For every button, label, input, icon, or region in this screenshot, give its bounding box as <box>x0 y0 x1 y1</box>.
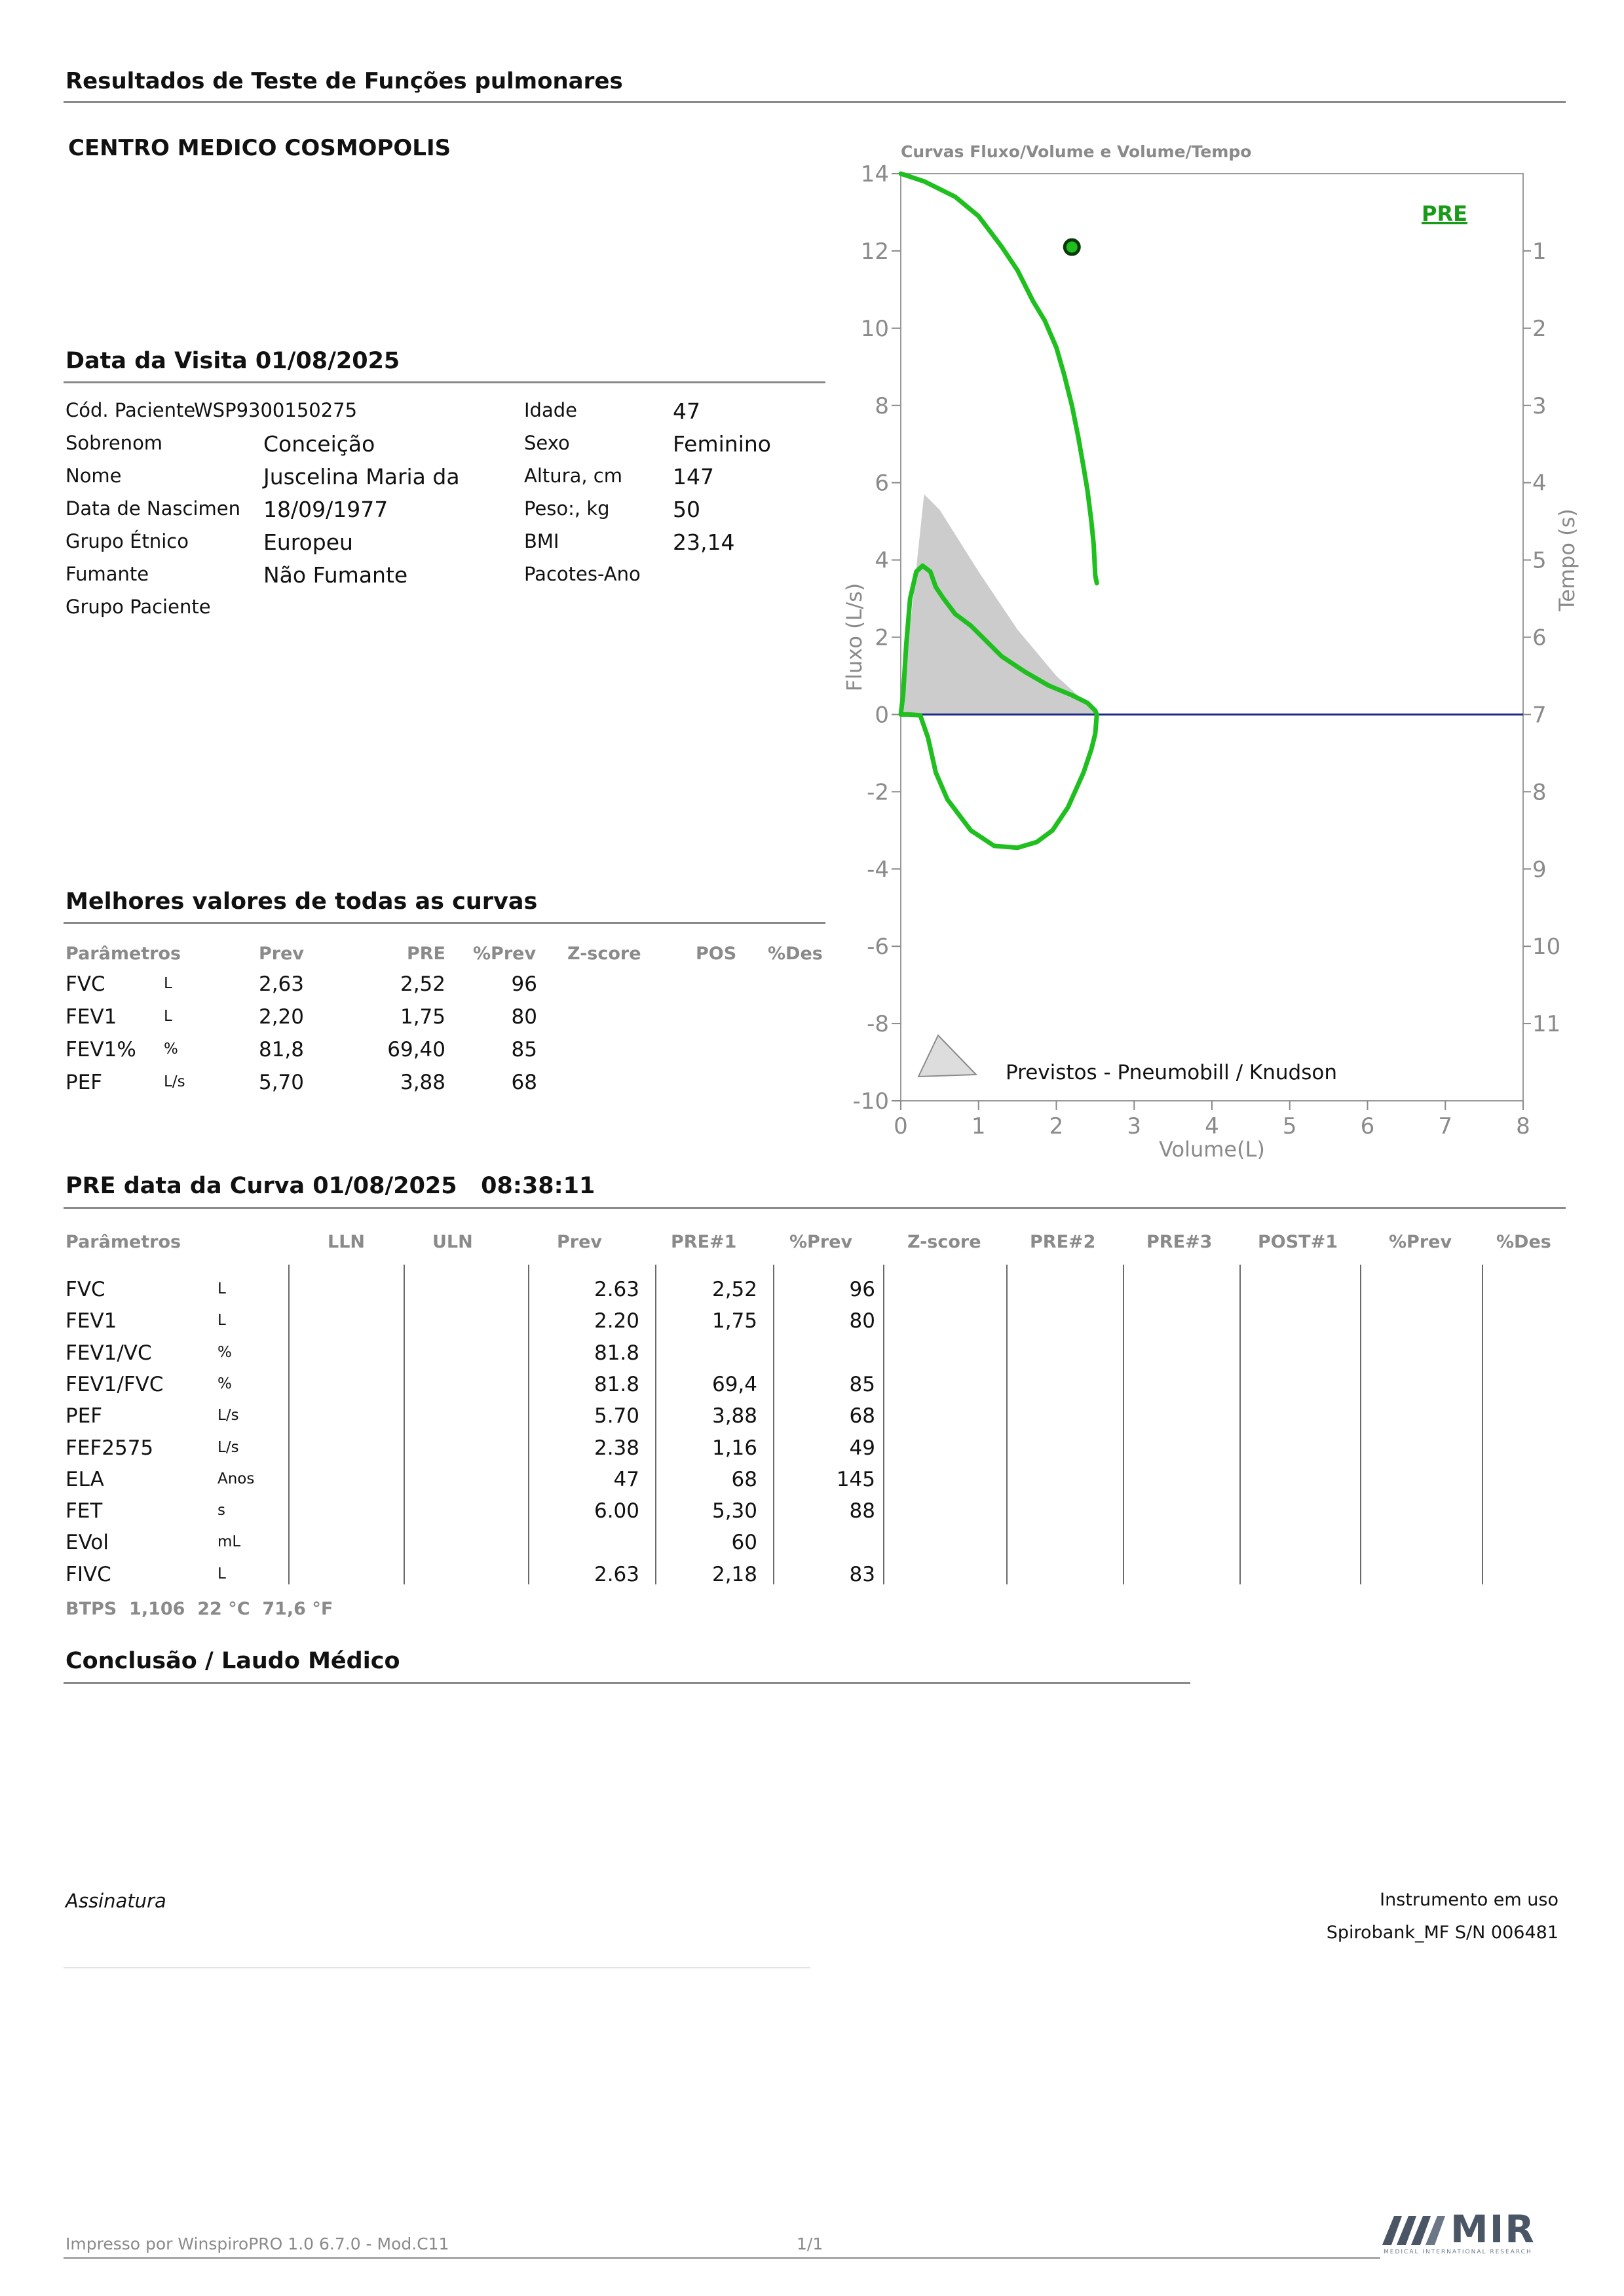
signature-line <box>64 1967 810 1968</box>
curve-param: FEF2575 <box>66 1436 154 1460</box>
footer-rule <box>64 2257 1380 2259</box>
y-tick-label: 4 <box>875 547 889 574</box>
y-tick-label: 14 <box>860 161 889 187</box>
instrument-value: Spirobank_MF S/N 006481 <box>1326 1923 1558 1943</box>
curve-col-lln: LLN <box>328 1232 366 1252</box>
curve-col-params: Parâmetros <box>66 1232 181 1252</box>
ethnic-value: Europeu <box>263 529 353 555</box>
smoker-value: Não Fumante <box>263 562 408 588</box>
weight-value: 50 <box>673 497 700 522</box>
curve-unit: L <box>217 1280 226 1297</box>
height-label: Altura, cm <box>524 465 622 487</box>
curve-unit: mL <box>217 1533 241 1551</box>
x-tick-label: 0 <box>894 1113 908 1139</box>
y2-tick-label: 7 <box>1532 702 1547 729</box>
weight-label: Peso:, kg <box>524 497 610 520</box>
x-tick-label: 4 <box>1205 1113 1219 1139</box>
curve-prev: 2.63 <box>594 1278 639 1301</box>
curve-pre1: 5,30 <box>711 1499 757 1523</box>
table-column-divider <box>1482 1265 1483 1584</box>
page-number: 1/1 <box>797 2234 823 2253</box>
curve-col-prev: Prev <box>557 1232 603 1252</box>
best-unit: L/s <box>164 1073 185 1090</box>
curve-rule <box>64 1207 1566 1209</box>
table-column-divider <box>1239 1265 1241 1584</box>
y-tick-label: -10 <box>852 1088 889 1115</box>
curve-pprev: 88 <box>849 1499 875 1523</box>
best-pprev: 85 <box>511 1038 537 1062</box>
patient-code-value: WSP9300150275 <box>194 399 358 421</box>
curve-param: FEV1/VC <box>66 1341 152 1365</box>
best-col-prev: Prev <box>259 944 305 964</box>
title-rule <box>64 101 1566 103</box>
best-prev: 5,70 <box>258 1071 304 1094</box>
table-column-divider <box>1006 1265 1008 1584</box>
y-tick-label: 12 <box>860 238 889 265</box>
best-unit: L <box>164 1008 172 1025</box>
curve-prev: 6.00 <box>594 1499 639 1523</box>
name-value: Juscelina Maria da <box>263 464 460 489</box>
curve-pre1: 3,88 <box>711 1404 757 1428</box>
predicted-legend-label: Previstos - Pneumobill / Knudson <box>1006 1061 1337 1084</box>
table-column-divider <box>404 1265 405 1584</box>
curve-unit: L/s <box>217 1438 239 1456</box>
best-prev: 81,8 <box>258 1038 304 1062</box>
y-tick-label: 6 <box>875 470 889 497</box>
y-tick-label: 2 <box>875 624 889 651</box>
x-tick-label: 1 <box>971 1113 986 1139</box>
signature-label: Assinatura <box>66 1890 166 1912</box>
curve-pre1: 60 <box>731 1531 757 1555</box>
x-tick-label: 8 <box>1516 1113 1530 1139</box>
curve-param: ELA <box>66 1467 104 1491</box>
y-tick-label: -6 <box>867 934 889 961</box>
curve-unit: L <box>217 1565 226 1582</box>
dob-value: 18/09/1977 <box>263 497 388 522</box>
curve-param: FET <box>66 1499 103 1523</box>
curve-unit: L/s <box>217 1407 239 1425</box>
bmi-label: BMI <box>524 530 559 552</box>
table-column-divider <box>1123 1265 1124 1584</box>
curve-prev: 81.8 <box>594 1372 639 1396</box>
curve-pre1: 68 <box>731 1467 757 1491</box>
mir-logo <box>1382 2208 1566 2261</box>
y2-tick-label: 10 <box>1532 934 1561 961</box>
curve-unit: Anos <box>217 1470 255 1487</box>
curve-param: FEV1 <box>66 1309 117 1333</box>
x-tick-label: 5 <box>1282 1113 1297 1139</box>
curve-pre1: 2,18 <box>711 1562 757 1586</box>
best-prev: 2,63 <box>258 972 304 996</box>
best-param: PEF <box>66 1071 103 1094</box>
curve-col-pprev2: %Prev <box>1389 1232 1452 1252</box>
curve-param: FEV1/FVC <box>66 1372 164 1396</box>
curve-prev: 81.8 <box>594 1341 639 1365</box>
best-col-params: Parâmetros <box>66 944 181 964</box>
patient-code-label: Cód. Paciente <box>66 399 196 421</box>
y2-tick-label: 5 <box>1532 547 1547 574</box>
best-prev: 2,20 <box>258 1005 304 1029</box>
curve-col-pprev: %Prev <box>789 1232 853 1252</box>
smoker-label: Fumante <box>66 563 149 585</box>
table-column-divider <box>655 1265 656 1584</box>
curve-col-pre1: PRE#1 <box>671 1232 737 1252</box>
curve-pre1: 1,75 <box>711 1309 757 1333</box>
conclusion-rule <box>64 1682 1190 1684</box>
best-pre: 2,52 <box>400 972 445 996</box>
mir-logo-sub: MEDICAL INTERNATIONAL RESEARCH <box>1384 2249 1532 2255</box>
conclusion-title: Conclusão / Laudo Médico <box>66 1648 400 1674</box>
curve-pprev: 49 <box>849 1436 875 1460</box>
y2-tick-label: 8 <box>1532 779 1547 806</box>
flow-volume-chart <box>812 131 1585 1179</box>
table-column-divider <box>528 1265 529 1584</box>
best-values-title: Melhores valores de todas as curvas <box>66 889 538 915</box>
predicted-legend-icon <box>918 1035 976 1077</box>
y2-tick-label: 2 <box>1532 315 1547 342</box>
name-label: Nome <box>66 465 122 487</box>
table-column-divider <box>773 1265 774 1584</box>
best-values-rule <box>64 922 825 924</box>
best-pre: 69,40 <box>387 1038 445 1062</box>
best-pprev: 96 <box>511 972 537 996</box>
printed-by: Impresso por WinspiroPRO 1.0 6.7.0 - Mod.C11 <box>66 2234 449 2253</box>
surname-value: Conceição <box>263 431 375 457</box>
curve-pre1: 2,52 <box>711 1278 757 1301</box>
curve-pprev: 68 <box>849 1404 875 1428</box>
instrument-label: Instrumento em uso <box>1380 1890 1558 1910</box>
sex-value: Feminino <box>673 431 771 457</box>
predicted-area <box>901 494 1099 714</box>
y-tick-label: 10 <box>860 315 889 342</box>
y2-tick-label: 3 <box>1532 392 1547 419</box>
best-param: FVC <box>66 972 105 996</box>
y-axis-label: Fluxo (L/s) <box>842 583 867 692</box>
best-col-pos: POS <box>696 944 737 964</box>
x-tick-label: 7 <box>1438 1113 1453 1139</box>
x-axis-label: Volume(L) <box>1159 1137 1265 1162</box>
curve-pre1: 69,4 <box>711 1372 757 1396</box>
curve-unit: s <box>217 1502 225 1520</box>
curve-pprev: 83 <box>849 1562 875 1586</box>
btps-line: BTPS 1,106 22 °C 71,6 °F <box>66 1599 333 1619</box>
best-pprev: 80 <box>511 1005 537 1029</box>
best-pprev: 68 <box>511 1071 537 1094</box>
age-value: 47 <box>673 398 700 424</box>
table-column-divider <box>288 1265 290 1584</box>
y2-tick-label: 4 <box>1532 470 1547 497</box>
y-tick-label: -8 <box>867 1011 889 1038</box>
pre-legend-tag: PRE <box>1422 201 1467 226</box>
curve-col-pre3: PRE#3 <box>1146 1232 1213 1252</box>
best-col-pdes: %Des <box>768 944 823 964</box>
best-param: FEV1 <box>66 1005 117 1029</box>
curve-col-pre2: PRE#2 <box>1030 1232 1096 1252</box>
height-value: 147 <box>673 464 714 489</box>
chart-title: Curvas Fluxo/Volume e Volume/Tempo <box>901 142 1252 161</box>
packs-label: Pacotes-Ano <box>524 563 641 585</box>
ethnic-label: Grupo Étnico <box>66 530 189 552</box>
curve-param: EVol <box>66 1531 109 1555</box>
age-label: Idade <box>524 399 577 421</box>
y-tick-label: -4 <box>867 856 889 883</box>
curve-pprev: 85 <box>849 1372 875 1396</box>
best-col-zscore: Z-score <box>567 944 641 964</box>
curve-col-uln: ULN <box>432 1232 473 1252</box>
curve-param: FIVC <box>66 1562 111 1586</box>
x-tick-label: 6 <box>1360 1113 1375 1139</box>
x-tick-label: 2 <box>1049 1113 1064 1139</box>
curve-pre1: 1,16 <box>711 1436 757 1460</box>
sex-label: Sexo <box>524 432 570 454</box>
y2-axis-label: Tempo (s) <box>1555 508 1579 611</box>
curve-prev: 5.70 <box>594 1404 639 1428</box>
y2-tick-label: 1 <box>1532 238 1547 265</box>
visit-title: Data da Visita 01/08/2025 <box>66 348 400 374</box>
best-col-pprev: %Prev <box>473 944 537 964</box>
dob-label: Data de Nascimen <box>66 497 240 520</box>
x-tick-label: 3 <box>1127 1113 1142 1139</box>
best-pre: 3,88 <box>400 1071 445 1094</box>
y-tick-label: 0 <box>875 702 889 729</box>
clinic-name: CENTRO MEDICO COSMOPOLIS <box>68 135 451 161</box>
y2-tick-label: 11 <box>1532 1011 1561 1038</box>
curve-col-zscore: Z-score <box>907 1232 981 1252</box>
curve-pprev: 80 <box>849 1309 875 1333</box>
curve-unit: % <box>217 1375 232 1392</box>
mir-logo-icon <box>1382 2211 1454 2247</box>
curve-prev: 47 <box>613 1467 639 1491</box>
table-column-divider <box>883 1265 884 1584</box>
best-unit: % <box>164 1041 178 1058</box>
curve-prev: 2.63 <box>594 1562 639 1586</box>
curve-pprev: 96 <box>849 1278 875 1301</box>
curve-unit: L <box>217 1312 226 1330</box>
curve-prev: 2.20 <box>594 1309 639 1333</box>
curve-param: FVC <box>66 1278 105 1301</box>
visit-rule <box>64 381 825 383</box>
bmi-value: 23,14 <box>673 529 735 555</box>
curve-col-post1: POST#1 <box>1258 1232 1338 1252</box>
curve-title: PRE data da Curva 01/08/2025 08:38:11 <box>66 1173 595 1199</box>
peak-marker <box>1065 240 1079 254</box>
y2-tick-label: 9 <box>1532 856 1547 883</box>
best-col-pre: PRE <box>406 944 445 964</box>
surname-label: Sobrenom <box>66 432 163 454</box>
report-title: Resultados de Teste de Funções pulmonares <box>66 68 623 94</box>
curve-param: PEF <box>66 1404 103 1428</box>
best-param: FEV1% <box>66 1038 136 1062</box>
group-label: Grupo Paciente <box>66 596 211 618</box>
best-pre: 1,75 <box>400 1005 445 1029</box>
curve-pprev: 145 <box>836 1467 875 1491</box>
best-unit: L <box>164 975 172 992</box>
curve-col-pdes: %Des <box>1496 1232 1551 1252</box>
y2-tick-label: 6 <box>1532 624 1547 651</box>
y-tick-label: -2 <box>867 779 889 806</box>
curve-prev: 2.38 <box>594 1436 639 1460</box>
curve-unit: % <box>217 1343 232 1361</box>
table-column-divider <box>1360 1265 1361 1584</box>
y-tick-label: 8 <box>875 392 889 419</box>
mir-logo-text: MIR <box>1450 2207 1536 2251</box>
